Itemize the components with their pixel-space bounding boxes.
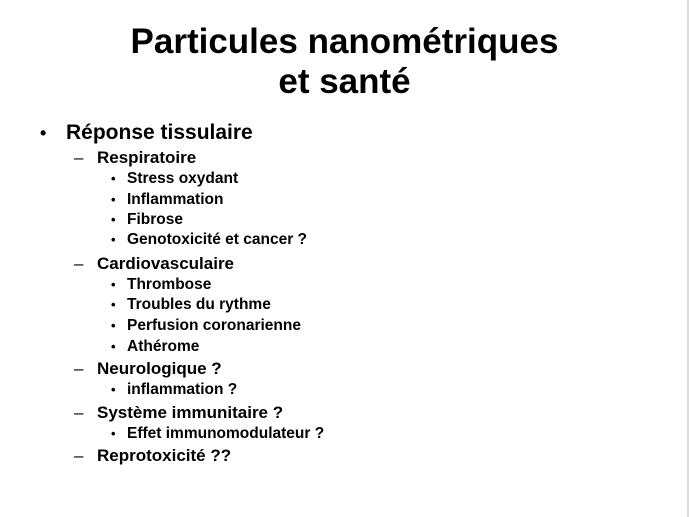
section-label: Cardiovasculaire — [97, 254, 235, 273]
list-item — [111, 276, 411, 294]
dash-marker: – — [74, 359, 84, 378]
list-item-text: Genotoxicité et cancer ? — [127, 231, 308, 248]
bullet-marker: • — [111, 426, 116, 441]
dash-marker: – — [74, 254, 84, 273]
section-label: Neurologique ? — [97, 359, 222, 378]
dash-marker: – — [74, 446, 84, 465]
list-item — [111, 425, 431, 443]
list-item — [111, 381, 411, 399]
list-item — [111, 170, 411, 188]
list-item — [111, 191, 411, 209]
list-item-text: Inflammation — [127, 191, 224, 208]
bullet-marker: • — [111, 212, 116, 227]
bullet-marker: • — [111, 277, 116, 292]
slide-title — [0, 22, 689, 102]
bullet-marker: • — [111, 382, 116, 397]
slide-title-line-1: Particules nanométriques — [130, 22, 559, 61]
section-reprotoxicite — [74, 446, 374, 466]
list-item-text: Thrombose — [127, 276, 212, 293]
section-systeme-immunitaire — [74, 403, 394, 423]
list-item — [111, 211, 411, 229]
bullet-marker: • — [111, 192, 116, 207]
list-item — [111, 231, 411, 249]
bullet-marker: • — [111, 297, 116, 312]
outline-heading-text: Réponse tissulaire — [66, 121, 253, 144]
section-label: Respiratoire — [97, 148, 197, 167]
dash-marker: – — [74, 403, 84, 422]
bullet-marker: • — [111, 339, 116, 354]
section-label: Système immunitaire ? — [97, 403, 284, 422]
list-item-text: Fibrose — [127, 211, 183, 228]
bullet-marker: • — [40, 123, 47, 143]
list-item-text: Troubles du rythme — [127, 296, 271, 313]
list-item-text: inflammation ? — [127, 381, 238, 398]
section-label: Reprotoxicité ?? — [97, 446, 232, 465]
list-item — [111, 338, 411, 356]
bullet-marker: • — [111, 171, 116, 186]
bullet-marker: • — [111, 318, 116, 333]
list-item — [111, 317, 411, 335]
section-respiratoire — [74, 148, 374, 168]
list-item-text: Stress oxydant — [127, 170, 239, 187]
section-cardiovasculaire — [74, 254, 374, 274]
list-item — [111, 296, 411, 314]
list-item-text: Effet immunomodulateur ? — [127, 425, 325, 442]
dash-marker: – — [74, 148, 84, 167]
list-item-text: Perfusion coronarienne — [127, 317, 301, 334]
list-item-text: Athérome — [127, 338, 200, 355]
bullet-marker: • — [111, 232, 116, 247]
outline-heading — [40, 121, 340, 145]
slide-title-line-2: et santé — [278, 62, 411, 101]
section-neurologique — [74, 359, 374, 379]
